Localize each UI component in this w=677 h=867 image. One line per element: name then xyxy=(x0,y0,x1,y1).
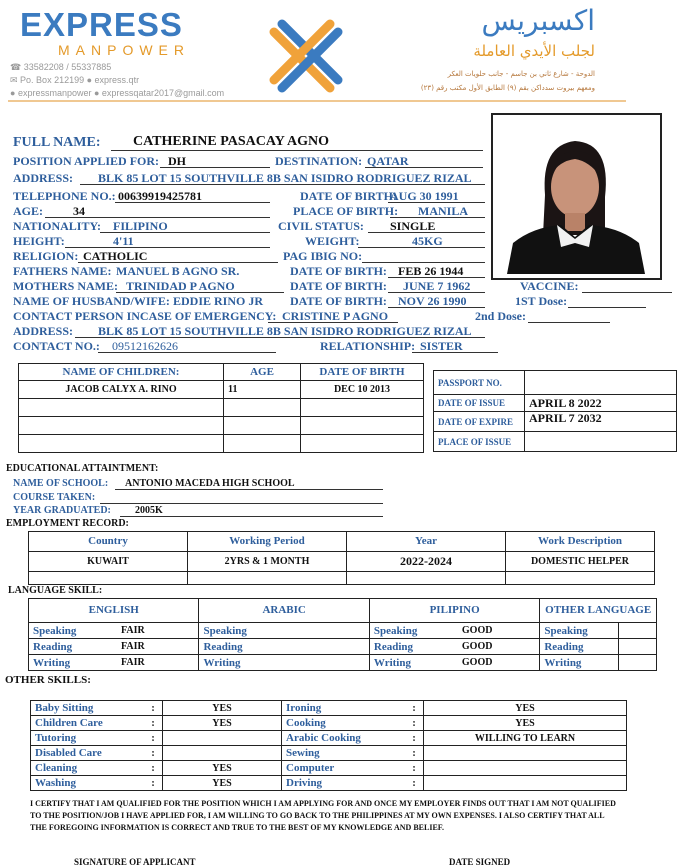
arabic-speaking-label: Speaking xyxy=(199,623,288,639)
employment-description xyxy=(506,572,655,585)
height-label: HEIGHT: xyxy=(13,234,65,248)
nationality-label: NATIONALITY: xyxy=(13,219,102,233)
education-section-title: EDUCATIONAL ATTAINTMENT: xyxy=(6,463,159,474)
header-pobox: ✉ Po. Box 212199 ● express.qtr xyxy=(10,75,140,85)
table-row xyxy=(29,572,655,585)
height-value: 4'11 xyxy=(113,234,134,248)
arabic-writing-value xyxy=(287,655,369,671)
mothers-name-value: TRINIDAD P AGNO xyxy=(126,279,235,293)
table-row xyxy=(19,417,424,435)
language-table xyxy=(28,598,657,671)
child-name xyxy=(19,435,224,453)
employment-year: 2022-2024 xyxy=(347,552,506,572)
skill-value: YES xyxy=(163,776,282,791)
pilipino-writing-value: GOOD xyxy=(458,655,540,671)
employment-period: 2YRS & 1 MONTH xyxy=(188,552,347,572)
nationality-value: FILIPINO xyxy=(113,219,168,233)
date-signed-label: DATE SIGNED xyxy=(449,857,511,867)
address2-value: BLK 85 LOT 15 SOUTHVILLE 8B SAN ISIDRO RODRIGUEZ RIZAL xyxy=(98,324,472,338)
header-email: ● expressmanpower ● expressqatar2017@gmail.com xyxy=(10,88,225,98)
arabic-reading-value xyxy=(287,639,369,655)
pagibig-line xyxy=(362,262,485,263)
civil-status-value: SINGLE xyxy=(390,219,436,233)
language-section-title: LANGUAGE SKILL: xyxy=(8,585,103,596)
child-dob xyxy=(301,399,424,417)
pagibig-label: PAG IBIG NO: xyxy=(283,249,363,263)
employment-header-description: Work Description xyxy=(506,532,655,552)
skill-name: Tutoring xyxy=(31,731,145,746)
table-row xyxy=(434,432,677,452)
year-graduated-label: YEAR GRADUATED: xyxy=(13,505,111,516)
vaccine-label: VACCINE: xyxy=(520,279,579,293)
other-skills-table xyxy=(30,700,627,791)
course-label: COURSE TAKEN: xyxy=(13,492,96,503)
place-of-issue-label: PLACE OF ISSUE xyxy=(434,432,525,452)
age-label: AGE: xyxy=(13,204,43,218)
language-header-other: OTHER LANGUAGE xyxy=(540,599,657,623)
other-writing-value xyxy=(619,655,657,671)
skill-name: Washing xyxy=(31,776,145,791)
full-name-line xyxy=(111,150,483,151)
child-name xyxy=(19,417,224,435)
arabic-writing-label: Writing xyxy=(199,655,288,671)
dose2-line xyxy=(528,322,610,323)
year-graduated-value: 2005K xyxy=(135,505,163,516)
table-row xyxy=(29,552,655,572)
mothers-dob-label: DATE OF BIRTH: xyxy=(290,279,387,293)
height-line xyxy=(65,247,270,248)
table-row xyxy=(434,412,677,432)
english-writing-label: Writing xyxy=(29,655,118,671)
other-skills-section-title: OTHER SKILLS: xyxy=(5,674,91,686)
fathers-dob-label: DATE OF BIRTH: xyxy=(290,264,387,278)
english-speaking-label: Speaking xyxy=(29,623,118,639)
company-logo-icon xyxy=(262,12,350,100)
telephone-label: TELEPHONE NO.: xyxy=(13,189,116,203)
signature-label: SIGNATURE OF APPLICANT xyxy=(74,857,196,867)
english-speaking-value: FAIR xyxy=(117,623,199,639)
address-label: ADDRESS: xyxy=(13,171,74,185)
skill-name: Ironing xyxy=(282,701,406,716)
skill-value: YES xyxy=(163,761,282,776)
language-header-pilipino: PILIPINO xyxy=(369,599,539,623)
table-row xyxy=(434,395,677,412)
position-label: POSITION APPLIED FOR: xyxy=(13,154,160,168)
employment-header-period: Working Period xyxy=(188,532,347,552)
skill-name: Computer xyxy=(282,761,406,776)
child-age xyxy=(224,417,301,435)
employment-header-country: Country xyxy=(29,532,188,552)
issue-date-label: DATE OF ISSUE xyxy=(434,395,525,412)
skill-name: Disabled Care xyxy=(31,746,145,761)
skill-value xyxy=(163,731,282,746)
dose1-label: 1ST Dose: xyxy=(515,294,568,308)
header-phone: ☎ 33582208 / 55337885 xyxy=(10,62,112,72)
applicant-photo xyxy=(491,113,662,280)
school-label: NAME OF SCHOOL: xyxy=(13,478,109,489)
english-reading-value: FAIR xyxy=(117,639,199,655)
children-header-name: NAME OF CHILDREN: xyxy=(19,364,224,381)
skill-value xyxy=(424,746,627,761)
issue-date-value: APRIL 8 2022 xyxy=(525,395,677,412)
other-speaking-label: Speaking xyxy=(540,623,619,639)
header-divider xyxy=(8,100,626,102)
other-speaking-value xyxy=(619,623,657,639)
children-header-age: AGE xyxy=(224,364,301,381)
employment-description: DOMESTIC HELPER xyxy=(506,552,655,572)
civil-status-label: CIVIL STATUS: xyxy=(278,219,364,233)
skill-value xyxy=(163,746,282,761)
dose1-line xyxy=(568,307,646,308)
weight-label: WEIGHT: xyxy=(305,234,360,248)
child-name xyxy=(19,399,224,417)
destination-value: QATAR xyxy=(367,154,409,168)
passport-no-value xyxy=(525,371,677,395)
husband-dob-label: DATE OF BIRTH: xyxy=(290,294,387,308)
religion-value: CATHOLIC xyxy=(83,249,148,263)
age-value: 34 xyxy=(73,204,85,218)
relationship-value: SISTER xyxy=(420,339,463,353)
brand-subtitle-en: MANPOWER xyxy=(58,42,190,58)
pilipino-reading-value: GOOD xyxy=(458,639,540,655)
pilipino-speaking-label: Speaking xyxy=(369,623,458,639)
dob-label: DATE OF BIRTH: xyxy=(300,189,397,203)
position-value: DH xyxy=(168,154,186,168)
skill-name: Baby Sitting xyxy=(31,701,145,716)
husband-label: NAME OF HUSBAND/WIFE: xyxy=(13,294,170,308)
employment-header-year: Year xyxy=(347,532,506,552)
skill-name: Arabic Cooking xyxy=(282,731,406,746)
fathers-name-label: FATHERS NAME: xyxy=(13,264,112,278)
emergency-value: CRISTINE P AGNO xyxy=(282,309,389,323)
other-writing-label: Writing xyxy=(540,655,619,671)
employment-table xyxy=(28,531,655,585)
skill-value: WILLING TO LEARN xyxy=(424,731,627,746)
expire-date-value: APRIL 7 2032 xyxy=(525,412,677,432)
certification-text: I CERTIFY THAT I AM QUALIFIED FOR THE POSITION WHICH I AM APPLYING FOR AND ONCE MY EMPLOYER FINDS OUT THAT I AM NOT QUALIFIED TO THE POSITION/JOB I HAVE APPLIED FOR, I AM WILLING TO GO BACK TO THE PHILIPPINES AT MY OWN EXPENSES. I ALSO CERTIFY THAT ALL THE FOREGOING INFORMATION IS CORRECT AND TRUE TO THE BEST OF MY KNOWLEDGE AND BELIEF. xyxy=(30,799,616,832)
telephone-value: 00639919425781 xyxy=(118,189,202,203)
contact-value: 09512162626 xyxy=(112,339,178,353)
table-row xyxy=(29,623,657,639)
language-header-arabic: ARABIC xyxy=(199,599,369,623)
table-row xyxy=(19,399,424,417)
child-age xyxy=(224,435,301,453)
table-row: Children Care : YES Cooking : YES xyxy=(31,716,627,731)
table-row xyxy=(19,435,424,453)
school-value: ANTONIO MACEDA HIGH SCHOOL xyxy=(125,478,295,489)
employment-country xyxy=(29,572,188,585)
table-row: Baby Sitting : YES Ironing : YES xyxy=(31,701,627,716)
relationship-label: RELATIONSHIP: xyxy=(320,339,416,353)
fathers-name-value: MANUEL B AGNO SR. xyxy=(116,264,240,278)
table-row xyxy=(29,639,657,655)
fathers-dob-value: FEB 26 1944 xyxy=(398,264,464,278)
address-value: BLK 85 LOT 15 SOUTHVILLE 8B SAN ISIDRO RODRIGUEZ RIZAL xyxy=(98,171,472,185)
english-reading-label: Reading xyxy=(29,639,118,655)
table-row xyxy=(434,371,677,395)
child-dob xyxy=(301,435,424,453)
pilipino-speaking-value: GOOD xyxy=(458,623,540,639)
pob-value: MANILA xyxy=(418,204,468,218)
table-row: Cleaning : YES Computer : xyxy=(31,761,627,776)
skill-value xyxy=(424,776,627,791)
skill-name: Sewing xyxy=(282,746,406,761)
arabic-reading-label: Reading xyxy=(199,639,288,655)
child-dob xyxy=(301,417,424,435)
other-reading-value xyxy=(619,639,657,655)
skill-name: Children Care xyxy=(31,716,145,731)
address2-label: ADDRESS: xyxy=(13,324,74,338)
header-address-ar-1: الدوحة - شارع ثاني بن جاسم - جانب حلويات العكر xyxy=(447,70,595,78)
passport-no-label: PASSPORT NO. xyxy=(434,371,525,395)
husband-value: EDDIE RINO JR xyxy=(173,294,264,308)
skill-value: YES xyxy=(424,716,627,731)
full-name-value: CATHERINE PASACAY AGNO xyxy=(133,134,330,149)
skill-value: YES xyxy=(163,716,282,731)
other-reading-label: Reading xyxy=(540,639,619,655)
employment-country: KUWAIT xyxy=(29,552,188,572)
skill-value xyxy=(424,761,627,776)
employment-year xyxy=(347,572,506,585)
pilipino-writing-label: Writing xyxy=(369,655,458,671)
table-row: Tutoring : Arabic Cooking : WILLING TO LEARN xyxy=(31,731,627,746)
skill-value: YES xyxy=(424,701,627,716)
passport-table xyxy=(433,370,677,452)
employment-period xyxy=(188,572,347,585)
table-row xyxy=(19,381,424,399)
brand-name-en: EXPRESS xyxy=(20,6,183,43)
expire-date-label: DATE OF EXPIRE xyxy=(434,412,525,432)
header-address-ar-2: ومعهم بيروت سدداكن بقم (٩) الطابق الأول مكتب رقم (٢٣) xyxy=(420,84,595,92)
destination-label: DESTINATION: xyxy=(275,154,363,168)
husband-dob-value: NOV 26 1990 xyxy=(398,294,467,308)
place-of-issue-value xyxy=(525,432,677,452)
table-row xyxy=(29,655,657,671)
skill-name: Cleaning xyxy=(31,761,145,776)
child-dob: DEC 10 2013 xyxy=(301,381,424,399)
vaccine-line xyxy=(582,292,672,293)
brand-subtitle-ar: لجلب الأيدي العاملة xyxy=(473,42,595,60)
brand-name-ar: اكسبريس xyxy=(481,4,595,37)
pilipino-reading-label: Reading xyxy=(369,639,458,655)
dob-value: AUG 30 1991 xyxy=(390,189,459,203)
employment-section-title: EMPLOYMENT RECORD: xyxy=(6,518,129,529)
skill-name: Driving xyxy=(282,776,406,791)
children-header-dob: DATE OF BIRTH xyxy=(301,364,424,381)
mothers-name-label: MOTHERS NAME: xyxy=(13,279,118,293)
emergency-label: CONTACT PERSON INCASE OF EMERGENCY: xyxy=(13,309,277,323)
religion-label: RELIGION: xyxy=(13,249,79,263)
table-row: Washing : YES Driving : xyxy=(31,776,627,791)
arabic-speaking-value xyxy=(287,623,369,639)
dose2-label: 2nd Dose: xyxy=(475,309,527,323)
skill-name: Cooking xyxy=(282,716,406,731)
table-row: Disabled Care : Sewing : xyxy=(31,746,627,761)
pob-label: PLACE OF BIRTH: xyxy=(293,204,399,218)
child-name: JACOB CALYX A. RINO xyxy=(19,381,224,399)
skill-value: YES xyxy=(163,701,282,716)
mothers-dob-value: JUNE 7 1962 xyxy=(403,279,471,293)
weight-value: 45KG xyxy=(412,234,443,248)
contact-label: CONTACT NO.: xyxy=(13,339,100,353)
language-header-english: ENGLISH xyxy=(29,599,199,623)
child-age: 11 xyxy=(224,381,301,399)
children-table xyxy=(18,363,424,453)
full-name-label: FULL NAME: xyxy=(13,135,101,150)
english-writing-value: FAIR xyxy=(117,655,199,671)
child-age xyxy=(224,399,301,417)
